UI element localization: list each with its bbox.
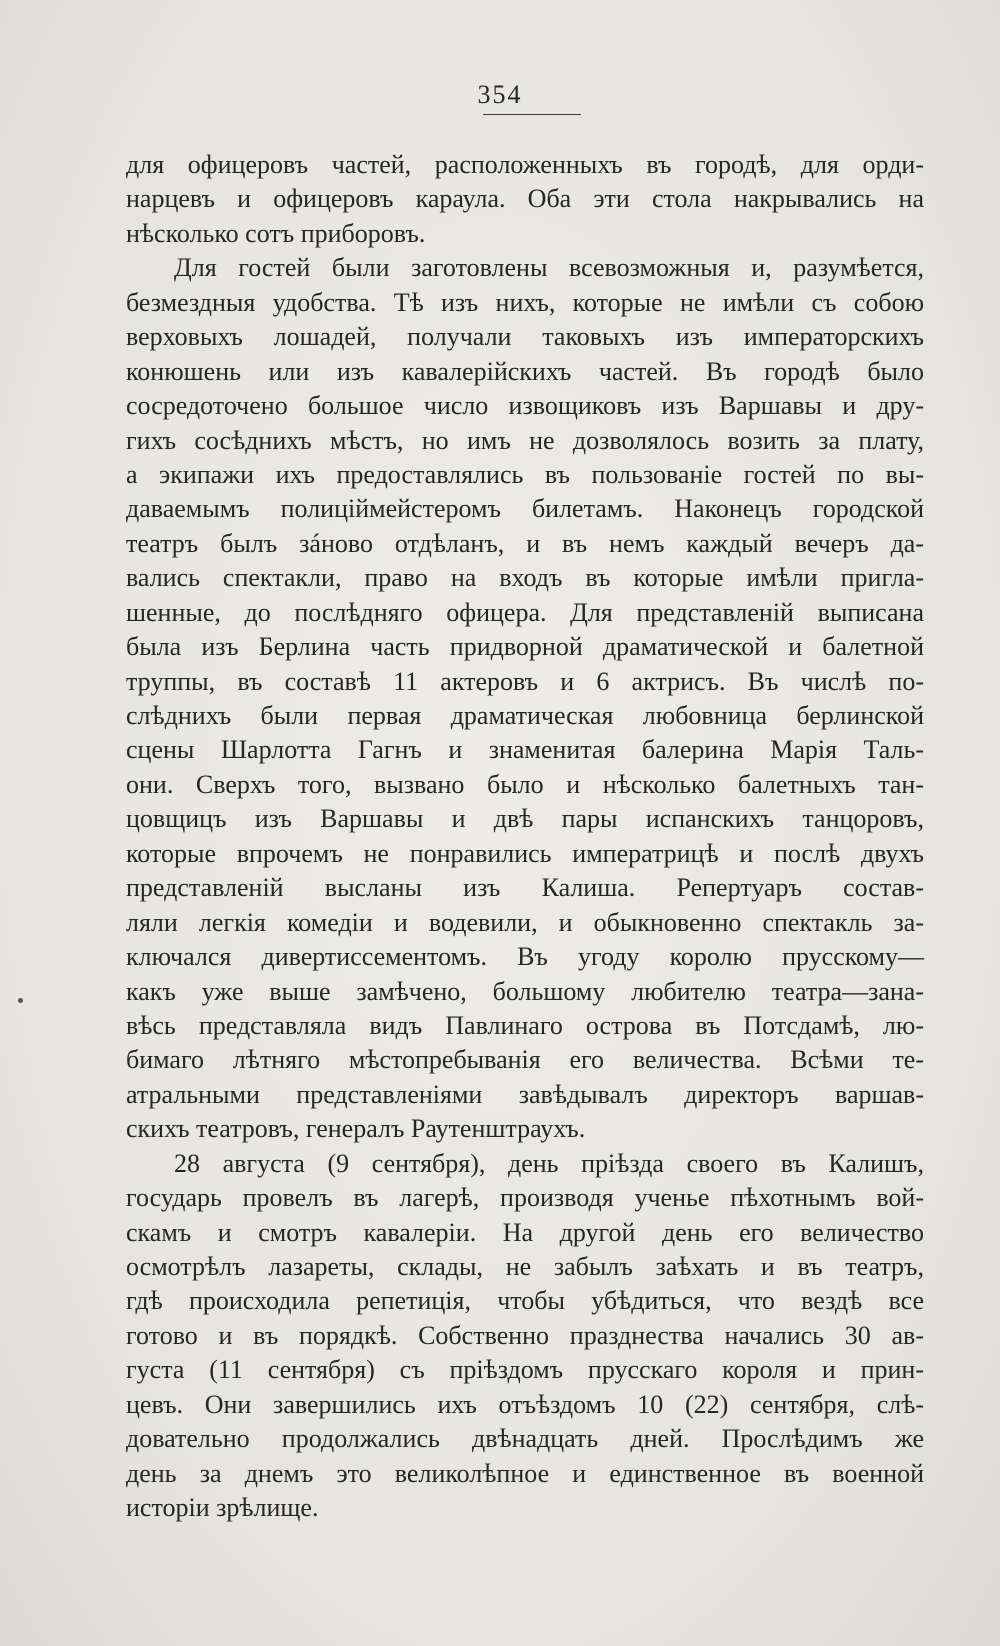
text-line: труппы, въ составѣ 11 актеровъ и 6 актрисъ. Въ числѣ по- <box>126 666 924 696</box>
text-line: которые впрочемъ не понравились императрицѣ и послѣ двухъ <box>126 838 924 868</box>
text-line: слѣднихъ были первая драматическая любовница берлинской <box>126 701 924 730</box>
margin-speck <box>18 998 23 1003</box>
paragraph <box>126 251 924 1146</box>
text-line: вались спектакли, право на входъ въ которые имѣли пригла- <box>126 563 924 593</box>
text-line: исторіи зрѣлище. <box>126 1493 319 1523</box>
text-line: сосредоточено большое число извощиковъ изъ Варшавы и дру- <box>126 391 924 421</box>
text-line: густа (11 сентября) съ пріѣздомъ прусскаго короля и прин- <box>126 1355 924 1385</box>
text-line: верховыхъ лошадей, получали таковыхъ изъ императорскихъ <box>126 322 924 352</box>
text-line: нарцевъ и офицеровъ караула. Оба эти стола накрывались на <box>126 184 924 214</box>
text-line: шенные, до послѣдняго офицера. Для представленій выписана <box>126 597 924 627</box>
text-line: скихъ театровъ, генералъ Раутенштраухъ. <box>126 1114 586 1144</box>
text-line: день за днемъ это великолѣпное и единственное въ военной <box>126 1458 924 1488</box>
text-line: 28 августа (9 сентября), день пріѣзда своего въ Калишъ, <box>174 1148 924 1178</box>
text-line: атральными представленіями завѣдывалъ директоръ варшав- <box>126 1079 924 1109</box>
text-line: осмотрѣлъ лазареты, склады, не забылъ заѣхать и въ театръ, <box>126 1252 924 1281</box>
text-line: бимаго лѣтняго мѣстопребыванія его величества. Всѣми те- <box>126 1045 924 1075</box>
text-line: сцены Шарлотта Гагнъ и знаменитая балерина Марія Таль- <box>126 735 924 765</box>
text-line: гдѣ происходила репетиція, чтобы убѣдиться, что вездѣ все <box>126 1286 924 1316</box>
paragraph <box>126 1147 924 1526</box>
text-line: ляли легкія комедіи и водевили, и обыкновенно спектакль за- <box>126 907 924 937</box>
text-line: конюшень или изъ кавалерійскихъ частей. Въ городѣ было <box>126 356 924 386</box>
text-line: представленій высланы изъ Калиша. Репертуаръ состав- <box>126 873 924 903</box>
text-line: вѣсь представляла видъ Павлинаго острова въ Потсдамѣ, лю- <box>126 1010 924 1040</box>
text-line: даваемымъ полиціймейстеромъ билетамъ. Наконецъ городской <box>126 494 924 524</box>
page-number-rule <box>483 114 581 115</box>
text-line: нѣсколько сотъ приборовъ. <box>126 218 426 248</box>
body-text <box>126 148 924 1526</box>
page-number: 354 <box>477 80 523 109</box>
text-line: а экипажи ихъ предоставлялись въ пользованіе гостей по вы- <box>126 459 924 489</box>
text-line: государь провелъ въ лагерѣ, производя ученье пѣхотнымъ вой- <box>126 1183 924 1213</box>
text-line: театръ былъ зáново отдѣланъ, и въ немъ каждый вечеръ да- <box>126 528 924 558</box>
text-line: какъ уже выше замѣчено, большому любителю театра—зана- <box>126 976 924 1006</box>
text-line: Для гостей были заготовлены всевозможныя и, разумѣется, <box>174 253 924 283</box>
text-line: цовщицъ изъ Варшавы и двѣ пары испанскихъ танцоровъ, <box>126 804 924 834</box>
text-line: ключался дивертиссементомъ. Въ угоду королю прусскому— <box>126 942 924 972</box>
text-line: гихъ сосѣднихъ мѣстъ, но имъ не дозволялось возить за плату, <box>126 425 924 455</box>
text-line: безмездныя удобства. Тѣ изъ нихъ, которые не имѣли съ собою <box>126 287 924 317</box>
text-line: они. Сверхъ того, вызвано было и нѣсколько балетныхъ тан- <box>126 769 924 799</box>
text-line: скамъ и смотръ кавалеріи. На другой день его величество <box>126 1217 924 1247</box>
text-line: цевъ. Они завершились ихъ отъѣздомъ 10 (22) сентября, слѣ- <box>126 1389 924 1419</box>
text-line: для офицеровъ частей, расположенныхъ въ городѣ, для орди- <box>126 150 924 179</box>
paragraph <box>126 148 924 251</box>
text-line: готово и въ порядкѣ. Собственно празднества начались 30 ав- <box>126 1320 924 1350</box>
text-line: довательно продолжались двѣнадцать дней. Прослѣдимъ же <box>126 1424 924 1454</box>
text-line: была изъ Берлина часть придворной драматической и балетной <box>126 632 924 662</box>
